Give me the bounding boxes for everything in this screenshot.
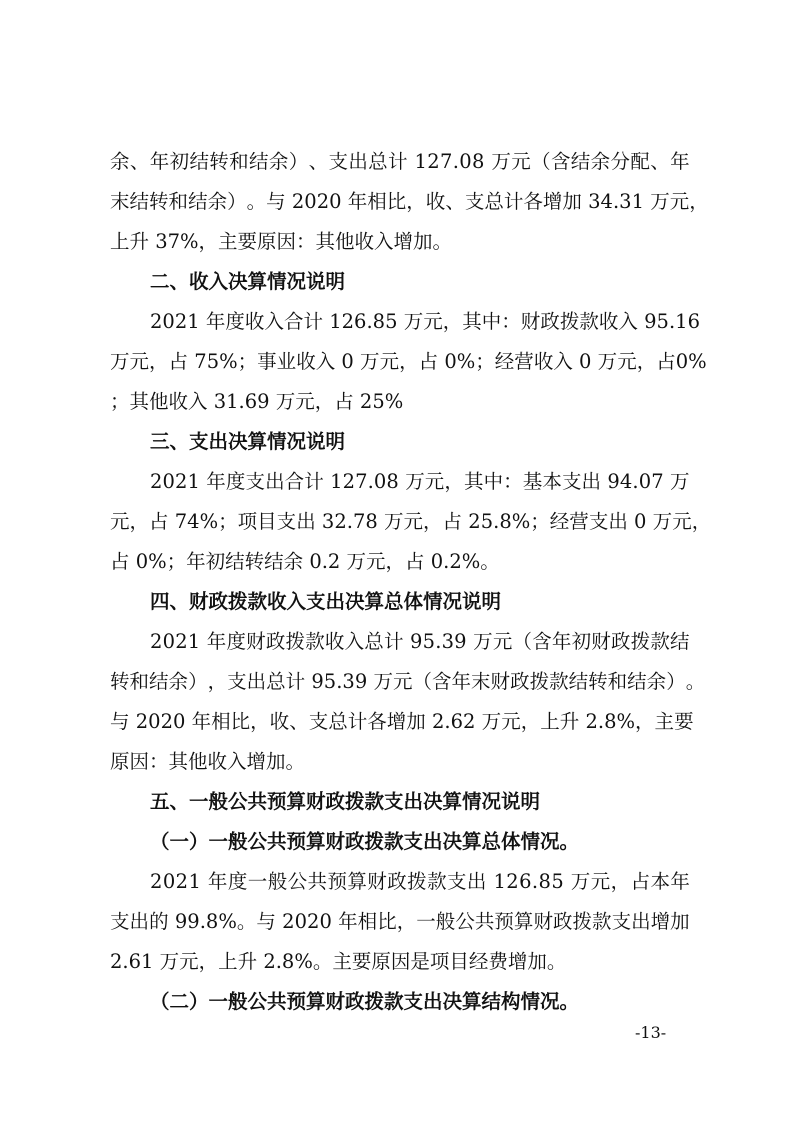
page-number: -13- — [635, 1023, 667, 1042]
paragraph-line: ；其他收入 31.69 万元，占 25% — [110, 390, 404, 413]
paragraph-line: 原因：其他收入增加。 — [110, 750, 306, 773]
paragraph-line: 2 0 2 1 年 度 收 入 合 计 1 2 6 . 8 5 万 元 ， 其 中 ： 财 政 拨 款 收 入 9 5 . 1 6 — [150, 310, 700, 333]
section-heading-expenditure: 三、支出决算情况说明 — [150, 430, 346, 453]
paragraph-line: 支 出 的 9 9 . 8 % 。 与 2 0 2 0 年 相 比 ， 一 般 公 共 预 算 财 政 拨 款 支 出 增 加 — [110, 910, 690, 933]
paragraph-line: 元 ， 占 7 4 % ； 项 目 支 出 3 2 . 7 8 万 元 ， 占 2 5 . 8 % ； 经 营 支 出 0 万 元 ， — [110, 510, 712, 533]
paragraph-line: 转 和 结 余 ） ， 支 出 总 计 9 5 . 3 9 万 元 （ 含 年 末 财 政 拨 款 结 转 和 结 余 ） 。 — [110, 670, 706, 693]
paragraph-line: 2 0 2 1 年 度 财 政 拨 款 收 入 总 计 9 5 . 3 9 万 元 （ 含 年 初 财 政 拨 款 结 — [150, 630, 690, 653]
section-heading-fiscal-appropriation: 四、财政拨款收入支出决算总体情况说明 — [150, 590, 502, 613]
paragraph-line: 末 结 转 和 结 余 ） 。 与 2 0 2 0 年 相 比 ， 收 、 支 总 计 各 增 加 3 4 . 3 1 万 元 ， — [110, 190, 709, 213]
section-heading-income: 二、收入决算情况说明 — [150, 270, 346, 293]
paragraph-line: 万 元 ， 占 7 5 % ； 事 业 收 入 0 万 元 ， 占 0 % ； 经 营 收 入 0 万 元 ， 占 0 % — [110, 350, 707, 373]
paragraph-line: 2.61 万元，上升 2.8%。主要原因是项目经费增加。 — [110, 950, 567, 973]
paragraph-line: 余 、 年 初 结 转 和 结 余 ） 、 支 出 总 计 1 2 7 . 0 8 万 元 （ 含 结 余 分 配 、 年 — [110, 150, 690, 173]
section-heading-public-budget: 五、一般公共预算财政拨款支出决算情况说明 — [150, 790, 541, 813]
paragraph-line: 占 0%；年初结转结余 0.2 万元，占 0.2%。 — [110, 550, 500, 573]
subsection-heading-structure: （二）一般公共预算财政拨款支出决算结构情况。 — [150, 990, 580, 1013]
subsection-heading-overall: （一）一般公共预算财政拨款支出决算总体情况。 — [150, 830, 580, 853]
paragraph-line: 与 2 0 2 0 年 相 比 ， 收 、 支 总 计 各 增 加 2 . 6 2 万 元 ， 上 升 2 . 8 % ， 主 要 — [110, 710, 694, 733]
paragraph-line: 2 0 2 1 年 度 一 般 公 共 预 算 财 政 拨 款 支 出 1 2 6 . 8 5 万 元 ， 占 本 年 — [150, 870, 690, 893]
paragraph-line: 2 0 2 1 年 度 支 出 合 计 1 2 7 . 0 8 万 元 ， 其 中 ： 基 本 支 出 9 4 . 0 7 万 — [150, 470, 690, 493]
paragraph-line: 上升 37%，主要原因：其他收入增加。 — [110, 230, 453, 253]
